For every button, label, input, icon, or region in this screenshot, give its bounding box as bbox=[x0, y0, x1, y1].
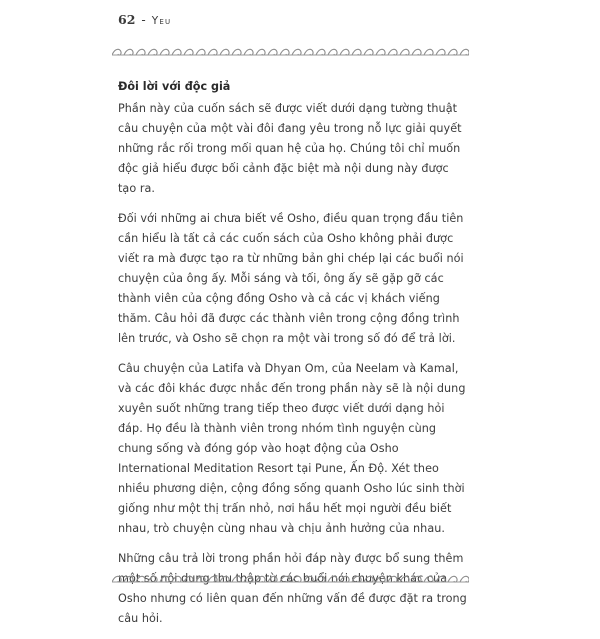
paragraph: Câu chuyện của Latifa và Dhyan Om, của Neelam và Kamal, và các đôi khác được nhắc đến trong phần này sẽ là nội dung xuyên suốt những trang tiếp theo được viết dưới dạng hỏi đáp. Họ đều là thành viên trong nhóm tình nguyện cùng chung sống và đóng góp vào hoạt động của Osho International Meditation Resort tại Pune, Ấn Độ. Xét theo nhiều phương diện, cộng đồng sống quanh Osho lúc sinh thời giống như một thị trấn nhỏ, nơi hầu hết mọi người đều biết nhau, trò chuyện cùng nhau và chịu ảnh hưởng của nhau. bbox=[118, 362, 466, 535]
header-separator: - bbox=[141, 13, 146, 27]
section-heading: Đôi lời với độc giả bbox=[118, 80, 231, 93]
page-number: 62 bbox=[118, 12, 136, 27]
running-header bbox=[118, 12, 171, 27]
paragraph: Đối với những ai chưa biết về Osho, điều quan trọng đầu tiên cần hiểu là tất cả các cuốn sách của Osho không phải được viết ra mà được tạo ra từ những bản ghi chép lại các buổi nói chuyện của ông ấy. Mỗi sáng và tối, ông ấy sẽ gặp gỡ các thành viên của cộng đồng Osho và cả các vị khách viếng thăm. Câu hỏi đã được các thành viên trong cộng đồng trình lên trước, và Osho sẽ chọn ra một vài trong số đó để trả lời. bbox=[118, 212, 464, 345]
page-content bbox=[118, 80, 468, 639]
wave-border-top bbox=[112, 46, 469, 60]
wave-border-bottom bbox=[112, 573, 469, 587]
running-title: Yeu bbox=[151, 15, 172, 27]
paragraph: Những câu trả lời trong phần hỏi đáp này được bổ sung thêm một số nội dung thu thập từ các buổi nói chuyện khác của Osho nhưng có liên quan đến những vấn đề được đặt ra trong câu hỏi. bbox=[118, 552, 467, 625]
paragraph: Phần này của cuốn sách sẽ được viết dưới dạng tường thuật câu chuyện của một vài đôi đang yêu trong nỗ lực giải quyết những rắc rối trong mối quan hệ của họ. Chúng tôi chỉ muốn độc giả hiểu được bối cảnh đặc biệt mà nội dung này được tạo ra. bbox=[118, 102, 462, 195]
